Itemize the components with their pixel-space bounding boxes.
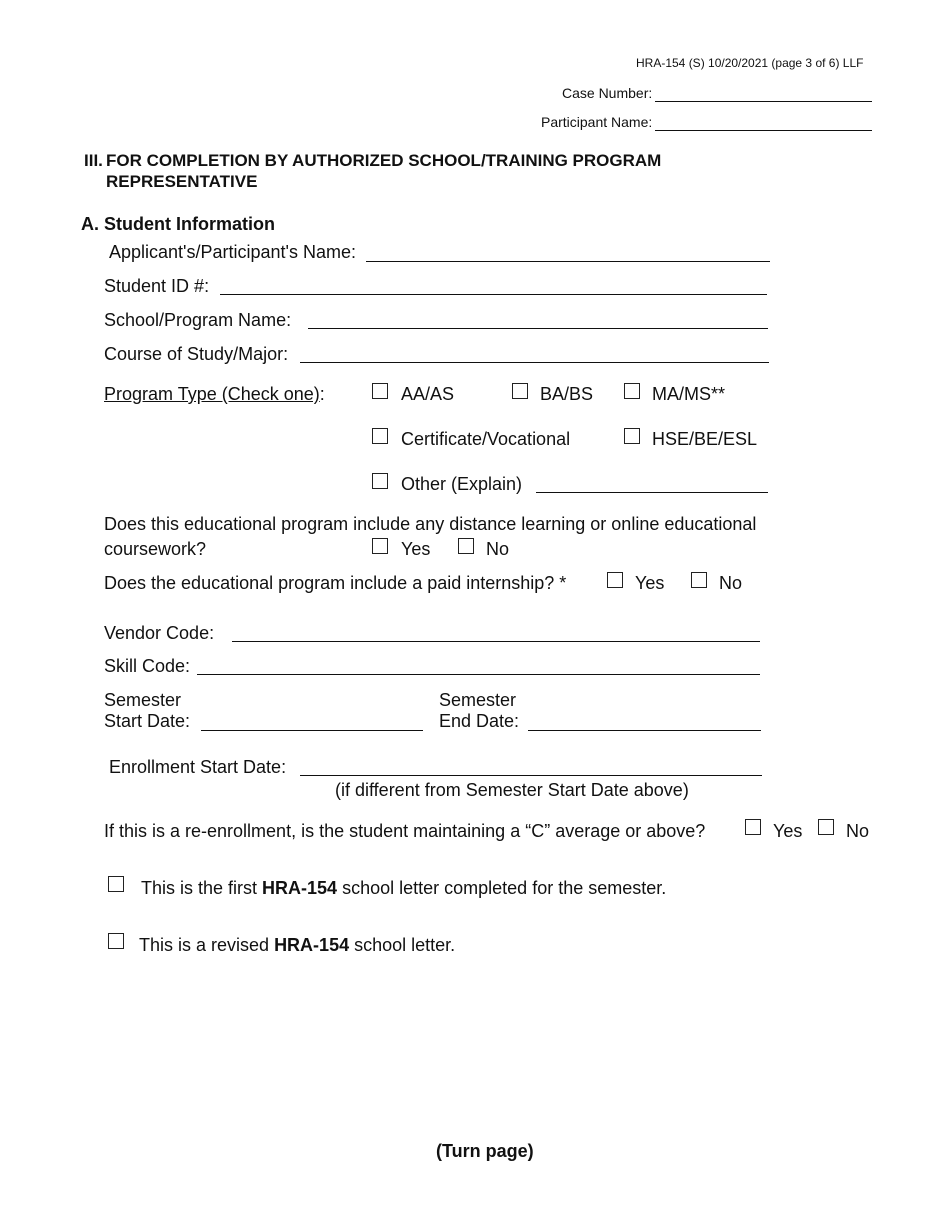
program-other-explain-field[interactable] xyxy=(536,492,768,493)
vendor-code-field[interactable] xyxy=(232,641,760,642)
case-number-field[interactable] xyxy=(655,101,872,102)
turn-page-footer: (Turn page) xyxy=(436,1141,534,1161)
internship-question: Does the educational program include a paid internship? * xyxy=(104,573,567,593)
case-number-label: Case Number: xyxy=(562,85,653,101)
distance-no-checkbox[interactable] xyxy=(458,538,474,554)
semester-start-field[interactable] xyxy=(201,730,423,731)
program-certificate-label: Certificate/Vocational xyxy=(401,429,571,449)
form-id: HRA-154 (S) 10/20/2021 (page 3 of 6) LLF xyxy=(636,56,864,70)
distance-yes-label: Yes xyxy=(401,539,431,559)
distance-question-line1: Does this educational program include any distance learning or online educational xyxy=(104,514,757,534)
semester-end-label-line1: Semester xyxy=(439,690,517,710)
reenroll-question: If this is a re-enrollment, is the student maintaining a “C” average or above? xyxy=(104,821,706,841)
internship-no-label: No xyxy=(719,573,743,593)
section-title-line2: REPRESENTATIVE xyxy=(106,172,258,191)
reenroll-yes-checkbox[interactable] xyxy=(745,819,761,835)
first-letter-checkbox[interactable] xyxy=(108,876,124,892)
first-letter-text: This is the first HRA-154 school letter completed for the semester. xyxy=(141,878,667,898)
program-ba-label: BA/BS xyxy=(540,384,594,404)
applicant-name-field[interactable] xyxy=(366,261,770,262)
program-aa-checkbox[interactable] xyxy=(372,383,388,399)
vendor-code-label: Vendor Code: xyxy=(104,623,215,643)
enrollment-start-field[interactable] xyxy=(300,775,762,776)
school-name-label: School/Program Name: xyxy=(104,310,292,330)
participant-name-label: Participant Name: xyxy=(541,114,653,130)
revised-letter-checkbox[interactable] xyxy=(108,933,124,949)
internship-yes-label: Yes xyxy=(635,573,665,593)
section-title-line1: FOR COMPLETION BY AUTHORIZED SCHOOL/TRAINING PROGRAM xyxy=(106,151,662,170)
program-ba-checkbox[interactable] xyxy=(512,383,528,399)
program-certificate-checkbox[interactable] xyxy=(372,428,388,444)
student-id-label: Student ID #: xyxy=(104,276,210,296)
applicant-name-label: Applicant's/Participant's Name: xyxy=(109,242,356,262)
program-hse-checkbox[interactable] xyxy=(624,428,640,444)
enrollment-note: (if different from Semester Start Date above) xyxy=(335,780,689,800)
subsection-title: A. Student Information xyxy=(81,214,275,234)
distance-no-label: No xyxy=(486,539,510,559)
student-id-field[interactable] xyxy=(220,294,767,295)
internship-no-checkbox[interactable] xyxy=(691,572,707,588)
program-aa-label: AA/AS xyxy=(401,384,455,404)
internship-yes-checkbox[interactable] xyxy=(607,572,623,588)
semester-start-label-line2: Start Date: xyxy=(104,711,191,731)
semester-start-label-line1: Semester xyxy=(104,690,182,710)
course-field[interactable] xyxy=(300,362,769,363)
reenroll-no-checkbox[interactable] xyxy=(818,819,834,835)
revised-letter-text: This is a revised HRA-154 school letter. xyxy=(139,935,456,955)
distance-question-line2: coursework? xyxy=(104,539,207,559)
program-type-label: Program Type (Check one): xyxy=(104,384,325,404)
section-number: III. xyxy=(84,151,103,170)
course-label: Course of Study/Major: xyxy=(104,344,289,364)
school-name-field[interactable] xyxy=(308,328,768,329)
reenroll-yes-label: Yes xyxy=(773,821,803,841)
program-ma-label: MA/MS** xyxy=(652,384,726,404)
skill-code-label: Skill Code: xyxy=(104,656,191,676)
program-hse-label: HSE/BE/ESL xyxy=(652,429,758,449)
program-ma-checkbox[interactable] xyxy=(624,383,640,399)
program-other-label: Other (Explain) xyxy=(401,474,523,494)
semester-end-field[interactable] xyxy=(528,730,761,731)
program-other-checkbox[interactable] xyxy=(372,473,388,489)
distance-yes-checkbox[interactable] xyxy=(372,538,388,554)
enrollment-start-label: Enrollment Start Date: xyxy=(109,757,287,777)
participant-name-field[interactable] xyxy=(655,130,872,131)
skill-code-field[interactable] xyxy=(197,674,760,675)
reenroll-no-label: No xyxy=(846,821,870,841)
semester-end-label-line2: End Date: xyxy=(439,711,520,731)
